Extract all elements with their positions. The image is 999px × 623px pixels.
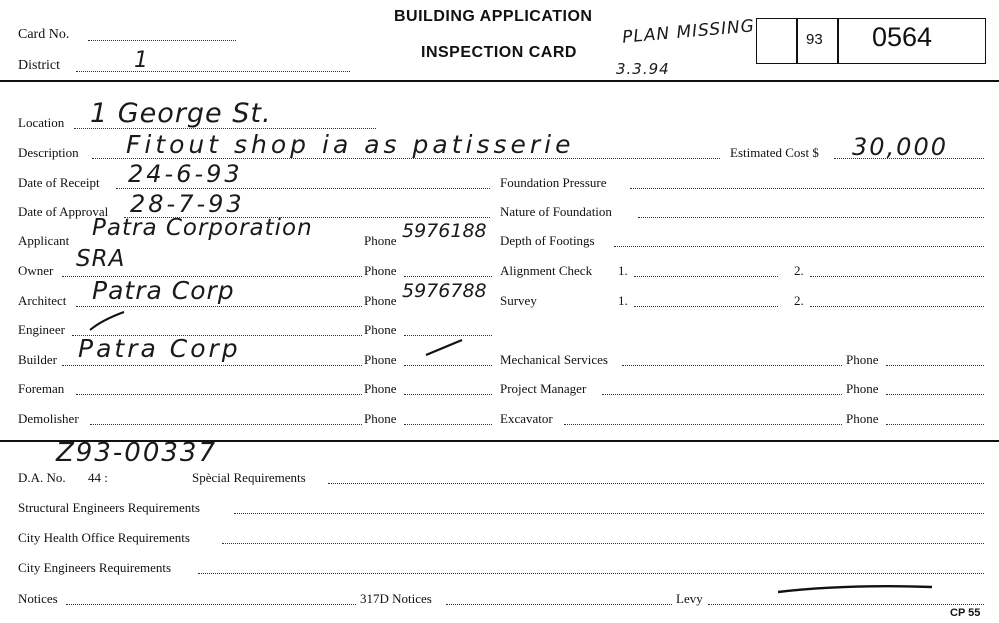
survey-2-dotline[interactable]: [810, 306, 984, 307]
city-engineers-dotline[interactable]: [198, 573, 984, 574]
applicant-value[interactable]: Patra Corporation: [92, 215, 313, 241]
foreman-label: Foreman: [18, 381, 65, 396]
architect-phone-value[interactable]: 5976788: [402, 280, 487, 302]
applicant-phone-label: Phone: [364, 233, 397, 248]
form-code: CP 55: [950, 607, 981, 619]
engineer-phone-label: Phone: [364, 322, 397, 337]
alignment-check-1-dotline[interactable]: [634, 276, 778, 277]
special-requirements-dotline[interactable]: [328, 483, 984, 484]
survey-1-dotline[interactable]: [634, 306, 778, 307]
plan-missing-note: PLAN MISSING: [621, 16, 756, 48]
applicant-phone-value[interactable]: 5976188: [402, 220, 487, 242]
architect-label: Architect: [18, 293, 67, 308]
foundation-pressure-dotline[interactable]: [630, 188, 984, 189]
box-divider: [837, 18, 839, 64]
survey-num1: 1.: [618, 293, 628, 308]
estimated-cost-value[interactable]: 30,000: [852, 133, 948, 161]
317d-notices-label: 317D Notices: [360, 591, 432, 606]
survey-label: Survey: [500, 293, 537, 308]
alignment-check-label: Alignment Check: [500, 263, 593, 278]
project-manager-phone-label: Phone: [846, 381, 879, 396]
mechanical-services-phone-dotline[interactable]: [886, 365, 984, 366]
date-of-approval-label: Date of Approval: [18, 204, 109, 219]
alignment-check-num2: 2.: [794, 263, 804, 278]
form-title-line2: INSPECTION CARD: [421, 44, 577, 61]
header-rule: [0, 80, 999, 82]
date-of-receipt-value[interactable]: 24-6-93: [128, 160, 243, 188]
builder-phone-dash-mark: [424, 336, 466, 358]
survey-num2: 2.: [794, 293, 804, 308]
card-year: 93: [806, 31, 823, 48]
district-value[interactable]: 1: [134, 48, 149, 73]
estimated-cost-label: Estimated Cost $: [730, 145, 819, 160]
architect-phone-label: Phone: [364, 293, 397, 308]
notices-label: Notices: [18, 591, 58, 606]
excavator-label: Excavator: [500, 411, 553, 426]
alignment-check-num1: 1.: [618, 263, 628, 278]
box-divider: [796, 18, 798, 64]
location-value[interactable]: 1 George St.: [90, 98, 272, 129]
district-dotline: [76, 71, 350, 72]
card-no-dotline[interactable]: [88, 40, 236, 41]
description-label: Description: [18, 145, 79, 160]
structural-label: Structural Engineers Requirements: [18, 500, 200, 515]
owner-value[interactable]: SRA: [76, 246, 126, 272]
levy-label: Levy: [676, 591, 703, 606]
alignment-check-2-dotline[interactable]: [810, 276, 984, 277]
engineer-dash-mark: [88, 308, 128, 334]
depth-of-footings-label: Depth of Footings: [500, 233, 595, 248]
health-dotline[interactable]: [222, 543, 984, 544]
excavator-phone-dotline[interactable]: [886, 424, 984, 425]
owner-label: Owner: [18, 263, 54, 278]
date-of-approval-value[interactable]: 28-7-93: [130, 190, 245, 218]
nature-of-foundation-label: Nature of Foundation: [500, 204, 612, 219]
317d-notices-dotline[interactable]: [446, 604, 672, 605]
foreman-phone-dotline[interactable]: [404, 394, 492, 395]
notices-dotline[interactable]: [66, 604, 356, 605]
demolisher-dotline[interactable]: [90, 424, 362, 425]
form-title-line1: BUILDING APPLICATION: [394, 8, 593, 25]
nature-of-foundation-dotline[interactable]: [638, 217, 984, 218]
builder-phone-label: Phone: [364, 352, 397, 367]
excavator-dotline[interactable]: [564, 424, 842, 425]
card-number-box: [756, 18, 986, 64]
owner-phone-label: Phone: [364, 263, 397, 278]
builder-value[interactable]: Patra Corp: [78, 334, 241, 363]
demolisher-label: Demolisher: [18, 411, 79, 426]
builder-dotline: [62, 365, 362, 366]
city-engineers-label: City Engineers Requirements: [18, 560, 172, 575]
project-manager-label: Project Manager: [500, 381, 587, 396]
da-no-value[interactable]: 44 :: [88, 470, 108, 485]
date-of-receipt-dotline: [116, 188, 490, 189]
owner-phone-dotline[interactable]: [404, 276, 492, 277]
depth-of-footings-dotline[interactable]: [614, 246, 984, 247]
mechanical-services-dotline[interactable]: [622, 365, 842, 366]
project-manager-dotline[interactable]: [602, 394, 842, 395]
builder-phone-dotline[interactable]: [404, 365, 492, 366]
demolisher-phone-label: Phone: [364, 411, 397, 426]
mechanical-services-label: Mechanical Services: [500, 352, 608, 367]
foreman-phone-label: Phone: [364, 381, 397, 396]
demolisher-phone-dotline[interactable]: [404, 424, 492, 425]
architect-value[interactable]: Patra Corp: [92, 276, 235, 305]
health-label: City Health Office Requirements: [18, 530, 190, 545]
architect-dotline: [76, 306, 362, 307]
applicant-label: Applicant: [18, 233, 70, 248]
project-manager-phone-dotline[interactable]: [886, 394, 984, 395]
mechanical-services-phone-label: Phone: [846, 352, 879, 367]
card-number: 0564: [872, 22, 933, 52]
date-of-receipt-label: Date of Receipt: [18, 175, 100, 190]
district-label: District: [18, 58, 60, 73]
location-label: Location: [18, 115, 65, 130]
excavator-phone-label: Phone: [846, 411, 879, 426]
note-date: 3.3.94: [616, 60, 670, 78]
levy-dotline[interactable]: [708, 604, 984, 605]
special-requirements-label: Spècial Requirements: [192, 470, 306, 485]
levy-dash-mark: [776, 582, 936, 596]
engineer-label: Engineer: [18, 322, 65, 337]
builder-label: Builder: [18, 352, 57, 367]
description-value[interactable]: Fitout shop ia as patisserie: [126, 130, 575, 159]
structural-dotline[interactable]: [234, 513, 984, 514]
foreman-dotline[interactable]: [76, 394, 362, 395]
card-no-label: Card No.: [18, 27, 70, 42]
reference-number: Z93-00337: [56, 438, 217, 468]
foundation-pressure-label: Foundation Pressure: [500, 175, 607, 190]
da-no-label: D.A. No.: [18, 470, 66, 485]
